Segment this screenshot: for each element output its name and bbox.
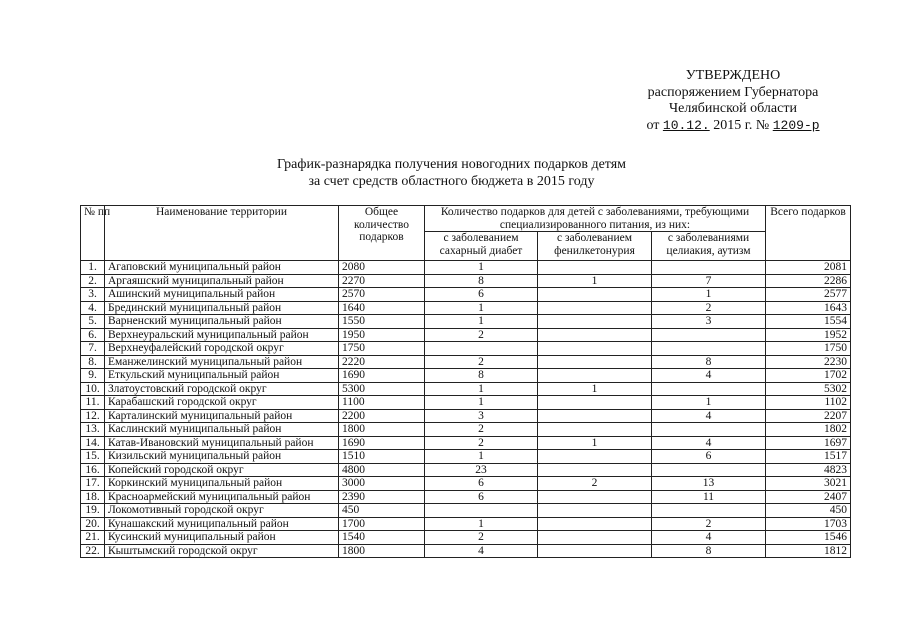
pku-count (538, 301, 652, 315)
table-row (81, 423, 851, 437)
approval-title: УТВЕРЖДЕНО (685, 68, 781, 83)
celiac-count: 8 (652, 544, 766, 558)
header-no: № пп (81, 206, 105, 261)
total-count: 1750 (339, 342, 425, 356)
celiac-count: 7 (652, 274, 766, 288)
table-row (81, 301, 851, 315)
approval-date-line (618, 118, 848, 135)
table-row (81, 369, 851, 383)
title-line-2: за счет средств областного бюджета в 2015 году (308, 173, 595, 189)
total-count: 2080 (339, 261, 425, 275)
territory-name: Еманжелинский муниципальный район (105, 355, 339, 369)
pku-count (538, 355, 652, 369)
pku-count (538, 342, 652, 356)
diabetes-count: 2 (425, 423, 538, 437)
grand-total: 2407 (766, 490, 851, 504)
table-row (81, 531, 851, 545)
celiac-count: 11 (652, 490, 766, 504)
grand-total: 1102 (766, 396, 851, 410)
territory-name: Кунашакский муниципальный район (105, 517, 339, 531)
order-number: 1209-р (772, 117, 820, 133)
total-count: 2390 (339, 490, 425, 504)
territory-name: Кусинский муниципальный район (105, 531, 339, 545)
table-row (81, 436, 851, 450)
celiac-count: 6 (652, 450, 766, 464)
territory-name: Кизильский муниципальный район (105, 450, 339, 464)
diabetes-count: 1 (425, 450, 538, 464)
row-number: 20. (81, 517, 105, 531)
total-count: 3000 (339, 477, 425, 491)
row-number: 9. (81, 369, 105, 383)
pku-count: 1 (538, 436, 652, 450)
table-row (81, 504, 851, 518)
row-number: 19. (81, 504, 105, 518)
header-total: Общее количество подарков (339, 206, 425, 261)
total-count: 450 (339, 504, 425, 518)
table-row (81, 409, 851, 423)
pku-count (538, 504, 652, 518)
total-count: 1100 (339, 396, 425, 410)
grand-total: 1546 (766, 531, 851, 545)
row-number: 1. (81, 261, 105, 275)
table-row (81, 274, 851, 288)
row-number: 14. (81, 436, 105, 450)
grand-total: 2286 (766, 274, 851, 288)
total-count: 1550 (339, 315, 425, 329)
total-count: 1700 (339, 517, 425, 531)
row-number: 18. (81, 490, 105, 504)
total-count: 2570 (339, 288, 425, 302)
total-count: 1540 (339, 531, 425, 545)
table-row (81, 396, 851, 410)
celiac-count: 1 (652, 396, 766, 410)
celiac-count: 2 (652, 517, 766, 531)
celiac-count (652, 504, 766, 518)
territory-name: Коркинский муниципальный район (105, 477, 339, 491)
diabetes-count (425, 504, 538, 518)
territory-name: Локомотивный городской округ (105, 504, 339, 518)
table-row (81, 544, 851, 558)
diabetes-count: 1 (425, 261, 538, 275)
table-row (81, 490, 851, 504)
row-number: 16. (81, 463, 105, 477)
territory-name: Катав-Ивановский муниципальный район (105, 436, 339, 450)
pku-count (538, 544, 652, 558)
total-count: 2200 (339, 409, 425, 423)
row-number: 4. (81, 301, 105, 315)
header-grand-total: Всего подарков (766, 206, 851, 261)
total-count: 1690 (339, 369, 425, 383)
total-count: 4800 (339, 463, 425, 477)
grand-total: 1750 (766, 342, 851, 356)
celiac-count (652, 328, 766, 342)
celiac-count: 8 (652, 355, 766, 369)
date-value: 10.12. (662, 117, 710, 133)
pku-count (538, 450, 652, 464)
table-row (81, 450, 851, 464)
table-row (81, 463, 851, 477)
total-count: 2270 (339, 274, 425, 288)
grand-total: 450 (766, 504, 851, 518)
grand-total: 1812 (766, 544, 851, 558)
row-number: 11. (81, 396, 105, 410)
row-number: 22. (81, 544, 105, 558)
pku-count (538, 423, 652, 437)
grand-total: 3021 (766, 477, 851, 491)
territory-name: Ашинский муниципальный район (105, 288, 339, 302)
total-count: 5300 (339, 382, 425, 396)
diabetes-count: 23 (425, 463, 538, 477)
celiac-count: 4 (652, 369, 766, 383)
celiac-count: 4 (652, 409, 766, 423)
total-count: 1800 (339, 544, 425, 558)
pku-count (538, 409, 652, 423)
diabetes-count: 2 (425, 531, 538, 545)
pku-count (538, 288, 652, 302)
date-prefix: от (646, 117, 660, 133)
territory-name: Кыштымский городской округ (105, 544, 339, 558)
row-number: 3. (81, 288, 105, 302)
pku-count (538, 328, 652, 342)
diabetes-count: 2 (425, 355, 538, 369)
grand-total: 2577 (766, 288, 851, 302)
pku-count (538, 463, 652, 477)
header-diseases-group: Количество подарков для детей с заболеваниями, требующими специализированного питания, из них: (425, 206, 766, 232)
total-count: 1640 (339, 301, 425, 315)
grand-total: 1702 (766, 369, 851, 383)
territory-name: Златоустовский городской округ (105, 382, 339, 396)
grand-total: 1697 (766, 436, 851, 450)
pku-count (538, 261, 652, 275)
table-row (81, 517, 851, 531)
row-number: 13. (81, 423, 105, 437)
celiac-count (652, 261, 766, 275)
approval-line-2: распоряжением Губернатора (647, 84, 819, 100)
pku-count: 1 (538, 382, 652, 396)
grand-total: 1703 (766, 517, 851, 531)
diabetes-count: 1 (425, 382, 538, 396)
approval-block (618, 68, 848, 134)
row-number: 10. (81, 382, 105, 396)
header-diabetes: с заболеванием сахарный диабет (425, 232, 538, 261)
row-number: 8. (81, 355, 105, 369)
diabetes-count: 4 (425, 544, 538, 558)
diabetes-count: 6 (425, 490, 538, 504)
grand-total: 2081 (766, 261, 851, 275)
territory-name: Красноармейский муниципальный район (105, 490, 339, 504)
celiac-count: 4 (652, 531, 766, 545)
total-count: 2220 (339, 355, 425, 369)
pku-count: 1 (538, 274, 652, 288)
table-row (81, 328, 851, 342)
header-celiac: с заболеваниями целиакия, аутизм (652, 232, 766, 261)
diabetes-count (425, 342, 538, 356)
celiac-count: 13 (652, 477, 766, 491)
celiac-count: 1 (652, 288, 766, 302)
diabetes-count: 6 (425, 477, 538, 491)
pku-count (538, 315, 652, 329)
territory-name: Карталинский муниципальный район (105, 409, 339, 423)
row-number: 5. (81, 315, 105, 329)
row-number: 6. (81, 328, 105, 342)
territory-name: Верхнеуфалейский городской округ (105, 342, 339, 356)
territory-name: Копейский городской округ (105, 463, 339, 477)
celiac-count (652, 342, 766, 356)
table-body (81, 261, 851, 558)
year-text: 2015 г. № (713, 117, 770, 133)
territory-name: Варненский муниципальный район (105, 315, 339, 329)
pku-count (538, 490, 652, 504)
gifts-table (80, 205, 851, 558)
territory-name: Каслинский муниципальный район (105, 423, 339, 437)
grand-total: 2207 (766, 409, 851, 423)
territory-name: Верхнеуральский муниципальный район (105, 328, 339, 342)
table-row (81, 477, 851, 491)
header-territory: Наименование территории (105, 206, 339, 261)
row-number: 12. (81, 409, 105, 423)
pku-count (538, 517, 652, 531)
table-row (81, 355, 851, 369)
document-title (0, 157, 905, 190)
total-count: 1800 (339, 423, 425, 437)
celiac-count: 3 (652, 315, 766, 329)
grand-total: 1802 (766, 423, 851, 437)
territory-name: Карабашский городской округ (105, 396, 339, 410)
celiac-count (652, 423, 766, 437)
celiac-count (652, 382, 766, 396)
grand-total: 1643 (766, 301, 851, 315)
total-count: 1950 (339, 328, 425, 342)
header-pku: с заболеванием фенилкетонурия (538, 232, 652, 261)
celiac-count: 4 (652, 436, 766, 450)
diabetes-count: 8 (425, 369, 538, 383)
grand-total: 1554 (766, 315, 851, 329)
celiac-count: 2 (652, 301, 766, 315)
total-count: 1690 (339, 436, 425, 450)
total-count: 1510 (339, 450, 425, 464)
diabetes-count: 1 (425, 396, 538, 410)
table-row (81, 288, 851, 302)
grand-total: 2230 (766, 355, 851, 369)
diabetes-count: 2 (425, 436, 538, 450)
row-number: 15. (81, 450, 105, 464)
table-row (81, 261, 851, 275)
territory-name: Аргаяшский муниципальный район (105, 274, 339, 288)
grand-total: 1952 (766, 328, 851, 342)
celiac-count (652, 463, 766, 477)
territory-name: Брединский муниципальный район (105, 301, 339, 315)
territory-name: Агаповский муниципальный район (105, 261, 339, 275)
row-number: 21. (81, 531, 105, 545)
pku-count (538, 531, 652, 545)
pku-count (538, 396, 652, 410)
table-row (81, 382, 851, 396)
approval-line-3: Челябинской области (669, 101, 797, 116)
diabetes-count: 1 (425, 301, 538, 315)
grand-total: 4823 (766, 463, 851, 477)
grand-total: 1517 (766, 450, 851, 464)
diabetes-count: 8 (425, 274, 538, 288)
row-number: 7. (81, 342, 105, 356)
diabetes-count: 1 (425, 315, 538, 329)
pku-count (538, 369, 652, 383)
territory-name: Еткульский муниципальный район (105, 369, 339, 383)
table-row (81, 315, 851, 329)
diabetes-count: 3 (425, 409, 538, 423)
pku-count: 2 (538, 477, 652, 491)
table-row (81, 342, 851, 356)
row-number: 2. (81, 274, 105, 288)
diabetes-count: 6 (425, 288, 538, 302)
diabetes-count: 1 (425, 517, 538, 531)
grand-total: 5302 (766, 382, 851, 396)
title-line-1: График-разнарядка получения новогодних подарков детям (276, 157, 627, 172)
diabetes-count: 2 (425, 328, 538, 342)
row-number: 17. (81, 477, 105, 491)
